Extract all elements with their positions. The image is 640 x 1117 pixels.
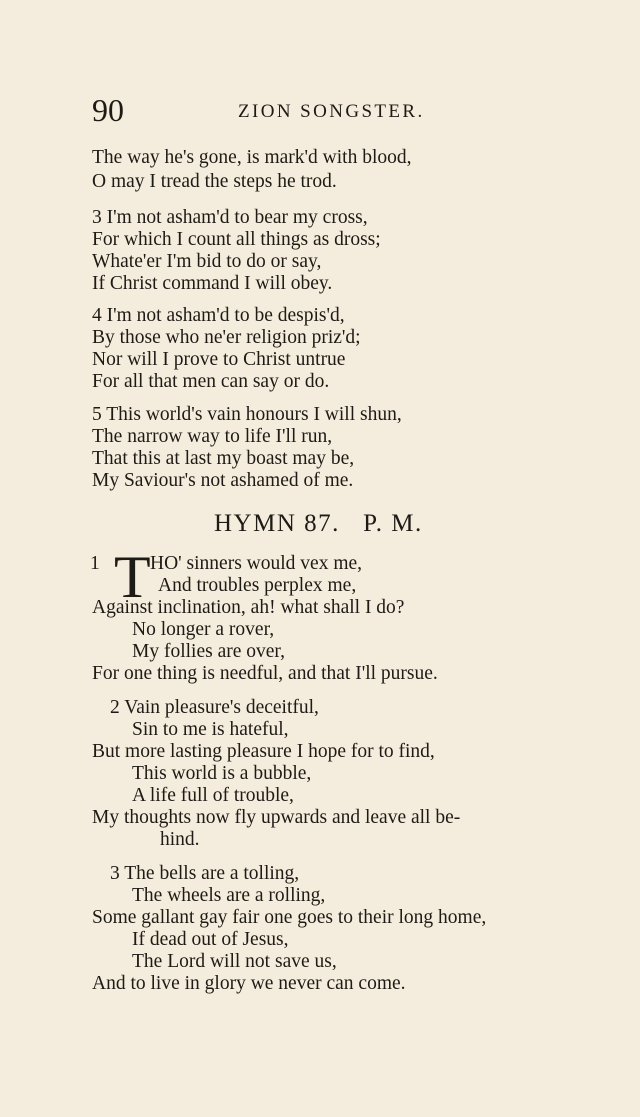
- verse-line: A life full of trouble,: [132, 785, 294, 806]
- verse-line: If dead out of Jesus,: [132, 929, 289, 950]
- hymn-title: HYMN 87. P. M.: [214, 510, 423, 537]
- verse-line: The way he's gone, is mark'd with blood,: [92, 147, 412, 168]
- verse-line: O may I tread the steps he trod.: [92, 171, 337, 192]
- verse-line: If Christ command I will obey.: [92, 273, 333, 294]
- verse-line: This world is a bubble,: [132, 763, 312, 784]
- verse-line: Some gallant gay fair one goes to their long home,: [92, 907, 487, 928]
- verse-line: HO' sinners would vex me,: [150, 553, 363, 574]
- verse-line: Sin to me is hateful,: [132, 719, 289, 740]
- page-header: [92, 92, 612, 132]
- verse-line: 3 I'm not asham'd to bear my cross,: [92, 207, 368, 228]
- verse-line: Against inclination, ah! what shall I do?: [92, 597, 405, 618]
- verse-line: My thoughts now fly upwards and leave all be-: [92, 807, 461, 828]
- verse-line: By those who ne'er religion priz'd;: [92, 327, 361, 348]
- drop-cap: T: [114, 544, 151, 610]
- verse-line: And to live in glory we never can come.: [92, 973, 406, 994]
- verse-line: hind.: [160, 829, 200, 850]
- verse-line: 5 This world's vain honours I will shun,: [92, 404, 402, 425]
- verse-line: For all that men can say or do.: [92, 371, 330, 392]
- page-number: 90: [92, 92, 124, 128]
- running-title: ZION SONGSTER.: [238, 101, 425, 122]
- verse-line: My Saviour's not ashamed of me.: [92, 470, 354, 491]
- verse-line: But more lasting pleasure I hope for to find,: [92, 741, 435, 762]
- verse-line: The Lord will not save us,: [132, 951, 337, 972]
- verse-line: And troubles perplex me,: [158, 575, 357, 596]
- verse-line: Whate'er I'm bid to do or say,: [92, 251, 322, 272]
- verse-line: My follies are over,: [132, 641, 286, 662]
- verse-line: That this at last my boast may be,: [92, 448, 355, 469]
- verse-line: 4 I'm not asham'd to be despis'd,: [92, 305, 345, 326]
- verse-line: The narrow way to life I'll run,: [92, 426, 333, 447]
- verse-line: 2 Vain pleasure's deceitful,: [110, 697, 319, 718]
- verse-line: For one thing is needful, and that I'll pursue.: [92, 663, 438, 684]
- verse-line: Nor will I prove to Christ untrue: [92, 349, 346, 370]
- verse-line: For which I count all things as dross;: [92, 229, 381, 250]
- stanza-number: 1: [90, 553, 100, 574]
- verse-line: 3 The bells are a tolling,: [110, 863, 300, 884]
- verse-line: The wheels are a rolling,: [132, 885, 326, 906]
- verse-line: No longer a rover,: [132, 619, 275, 640]
